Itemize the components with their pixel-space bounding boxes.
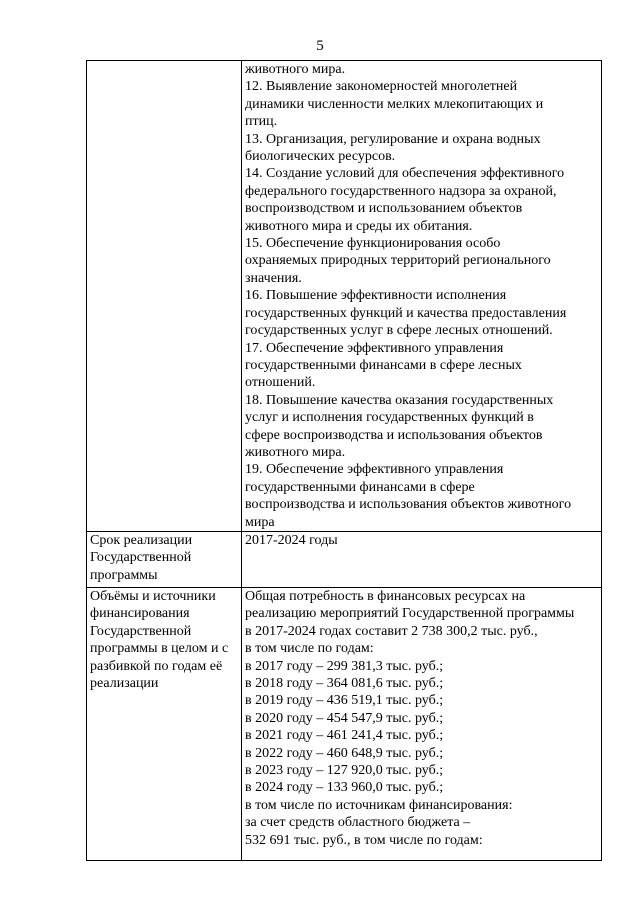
row-content-line: 12. Выявление закономерностей многолетней bbox=[245, 79, 518, 95]
row-content-line: в 2017-2024 годах составит 2 738 300,2 тыс. руб., bbox=[245, 623, 538, 639]
row-content-line: федерального государственного надзора за охраной, bbox=[245, 183, 557, 199]
row-content-line: в 2024 году – 133 960,0 тыс. руб.; bbox=[245, 780, 444, 796]
table-row-implementation-term bbox=[87, 531, 602, 587]
row-content-line: 13. Организация, регулирование и охрана водных bbox=[245, 131, 541, 147]
row-content-line: 2017-2024 годы bbox=[245, 532, 338, 548]
row-content-cell bbox=[242, 61, 602, 532]
row-label-line: реализации bbox=[90, 676, 159, 691]
row-content-line: птиц. bbox=[245, 114, 278, 130]
row-label-line: Срок реализации bbox=[90, 532, 193, 548]
row-content-line: животного мира. bbox=[245, 444, 346, 460]
row-content-line: охраняемых природных территорий регионального bbox=[245, 253, 551, 269]
row-label-line: Объёмы и источники bbox=[90, 588, 216, 604]
row-content-line: Общая потребность в финансовых ресурсах на bbox=[245, 588, 526, 604]
table-row-tasks bbox=[87, 61, 602, 532]
row-content-line: услуг и исполнения государственных функций в bbox=[245, 410, 534, 426]
row-content-line: в 2018 году – 364 081,6 тыс. руб.; bbox=[245, 676, 444, 691]
row-content-line: воспроизводства и использования объектов животного bbox=[245, 497, 572, 513]
row-content-line: сфере воспроизводства и использования объектов bbox=[245, 427, 543, 443]
table-row-financing bbox=[87, 587, 602, 860]
row-label-cell bbox=[87, 531, 242, 587]
row-content-line: в 2017 году – 299 381,3 тыс. руб.; bbox=[245, 658, 444, 674]
row-label-line: Государственной bbox=[90, 623, 192, 639]
row-content-line: 18. Повышение качества оказания государственных bbox=[245, 392, 554, 408]
row-content-line: государственных услуг в сфере лесных отношений. bbox=[245, 323, 553, 339]
row-label-line: финансирования bbox=[90, 606, 190, 622]
program-passport-table bbox=[86, 60, 602, 861]
row-content-line: 19. Обеспечение эффективного управления bbox=[245, 462, 504, 478]
row-label-line: Государственной bbox=[90, 550, 192, 566]
row-label-line: разбивкой по годам её bbox=[90, 658, 223, 674]
row-label-line: программы в целом и с bbox=[90, 641, 229, 657]
row-content-line: государственными финансами в сфере лесных bbox=[245, 357, 522, 373]
row-content-line: динамики численности мелких млекопитающих и bbox=[245, 96, 544, 112]
row-content-line: в том числе по годам: bbox=[245, 641, 374, 657]
row-content-line: биологических ресурсов. bbox=[245, 149, 396, 165]
row-content-line: в 2023 году – 127 920,0 тыс. руб.; bbox=[245, 763, 444, 779]
row-content-line: значения. bbox=[245, 270, 302, 286]
row-content-line: 15. Обеспечение функционирования особо bbox=[245, 236, 501, 252]
row-content-line: в 2021 году – 461 241,4 тыс. руб.; bbox=[245, 728, 444, 744]
row-content-line: в 2019 году – 436 519,1 тыс. руб.; bbox=[245, 693, 444, 709]
row-content-line: животного мира и среды их обитания. bbox=[245, 218, 473, 234]
row-content-cell bbox=[242, 587, 602, 860]
row-content-line: отношений. bbox=[245, 375, 316, 391]
row-content-cell bbox=[242, 531, 602, 587]
row-content-line: в 2022 году – 460 648,9 тыс. руб.; bbox=[245, 745, 444, 761]
row-content-line: животного мира. bbox=[245, 62, 346, 77]
row-content-line: мира bbox=[245, 514, 275, 530]
row-content-line: за счет средств областного бюджета – bbox=[245, 815, 471, 831]
row-content-line: в 2020 году – 454 547,9 тыс. руб.; bbox=[245, 710, 444, 726]
row-label-cell bbox=[87, 587, 242, 860]
row-content-line: воспроизводством и использованием объектов bbox=[245, 201, 523, 217]
row-content-line: 14. Создание условий для обеспечения эффективного bbox=[245, 166, 565, 182]
row-content-line: в том числе по источникам финансирования: bbox=[245, 797, 513, 813]
row-label-cell bbox=[87, 61, 242, 532]
row-content-line: государственных функций и качества предоставления bbox=[245, 305, 567, 321]
row-label-line: программы bbox=[90, 567, 158, 583]
row-content-line: реализацию мероприятий Государственной программы bbox=[245, 606, 575, 622]
row-content-line: 16. Повышение эффективности исполнения bbox=[245, 288, 507, 304]
row-content-line: 532 691 тыс. руб., в том числе по годам: bbox=[245, 832, 483, 848]
row-content-line: государственными финансами в сфере bbox=[245, 479, 475, 495]
page-number: 5 bbox=[316, 38, 324, 54]
row-content-line: 17. Обеспечение эффективного управления bbox=[245, 340, 504, 356]
